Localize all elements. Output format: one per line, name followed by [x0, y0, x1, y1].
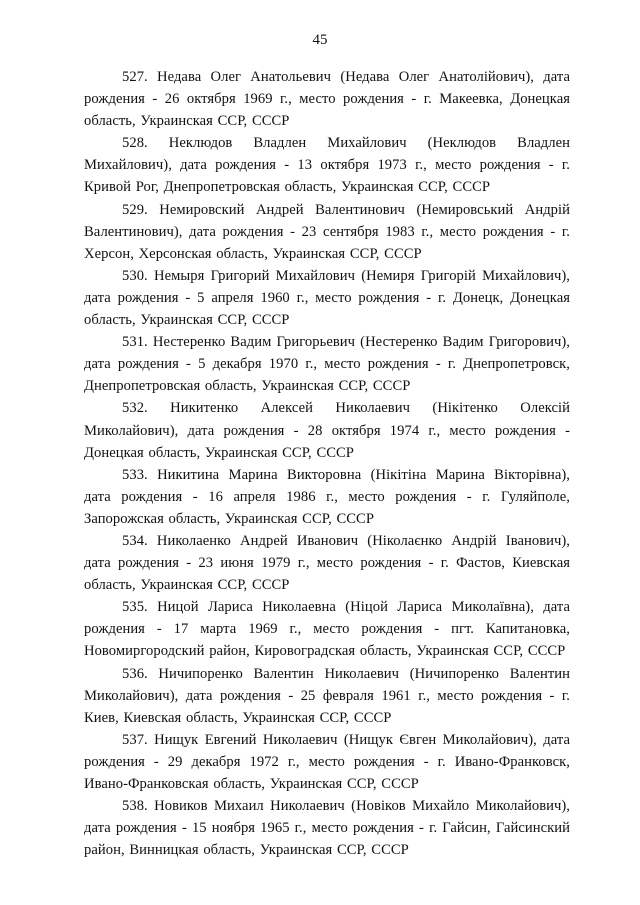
list-item: 537. Нищук Евгений Николаевич (Нищук Євген Миколайович), дата рождения - 29 декабря 1972 г., место рождения - г. Ивано-Франковск, Ивано-Франковская область, Украинская ССР, СССР: [84, 731, 570, 792]
page-number: 45: [312, 32, 328, 48]
list-item: 530. Немыря Григорий Михайлович (Немиря Григорій Михайлович), дата рождения - 5 апреля 1960 г., место рождения - г. Донецк, Донецкая область, Украинская ССР, СССР: [84, 267, 570, 329]
list-item: 531. Нестеренко Вадим Григорьевич (Нестеренко Вадим Григорович), дата рождения - 5 декабря 1970 г., место рождения - г. Днепропетровск, Днепропетровская область, Украинская ССР, СССР: [84, 334, 570, 395]
list-item: 527. Недава Олег Анатольевич (Недава Олег Анатолійович), дата рождения - 26 октября 1969 г., место рождения - г. Макеевка, Донецкая область, Украинская ССР, СССР: [84, 69, 570, 130]
list-item: 534. Николаенко Андрей Иванович (Ніколаєнко Андрій Іванович), дата рождения - 23 июня 1979 г., место рождения - г. Фастов, Киевская область, Украинская ССР, СССР: [84, 532, 570, 594]
list-item: 536. Ничипоренко Валентин Николаевич (Ничипоренко Валентин Миколайович), дата рождения - 25 февраля 1961 г., место рождения - г. Киев, Киевская область, Украинская ССР, СССР: [84, 665, 570, 726]
list-item: 529. Немировский Андрей Валентинович (Немировський Андрій Валентинович), дата рождения - 23 сентября 1983 г., место рождения - г. Херсон, Херсонская область, Украинская ССР, СССР: [84, 201, 570, 262]
list-item: 538. Новиков Михаил Николаевич (Новіков Михайло Миколайович), дата рождения - 15 ноября 1965 г., место рождения - г. Гайсин, Гайсинский район, Винницкая область, Украинская ССР, СССР: [84, 798, 570, 859]
list-item: 528. Неклюдов Владлен Михайлович (Неклюдов Владлен Михайлович), дата рождения - 13 октября 1973 г., место рождения - г. Кривой Рог, Днепропетровская область, Украинская ССР, СССР: [84, 135, 570, 196]
list-item: 532. Никитенко Алексей Николаевич (Нікітенко Олексій Миколайович), дата рождения - 28 октября 1974 г., место рождения - Донецкая область, Украинская ССР, СССР: [84, 400, 570, 461]
entry-list: [84, 66, 570, 861]
list-item: 535. Ницой Лариса Николаевна (Ніцой Лариса Миколаївна), дата рождения - 17 марта 1969 г., место рождения - пгт. Капитановка, Новомиргородский район, Кировоградская область, Украинская ССР, СССР: [84, 599, 570, 660]
list-item: 533. Никитина Марина Викторовна (Нікітіна Марина Вікторівна), дата рождения - 16 апреля 1986 г., место рождения - г. Гуляйполе, Запорожская область, Украинская ССР, СССР: [84, 466, 570, 527]
